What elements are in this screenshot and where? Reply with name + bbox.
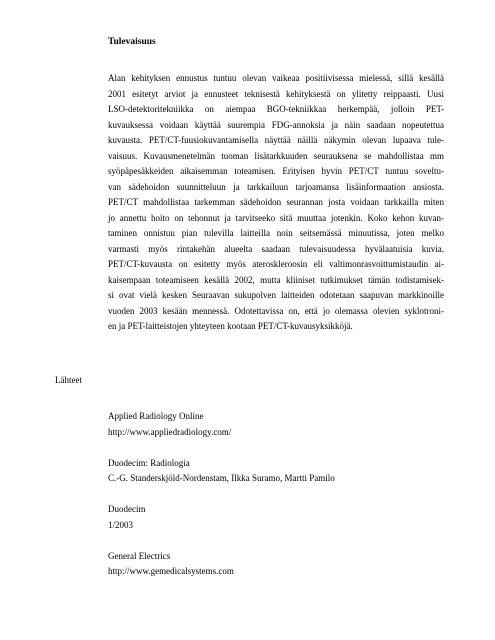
body-line: 2001 esitetyt arviot ja ennusteet teknisestä kehityksestä on ylitetty reippaasti. Uusi	[108, 88, 444, 99]
reference-detail: 1/2003	[108, 519, 134, 530]
references-label: Lähteet	[55, 375, 82, 385]
reference-detail: C.-G. Standerskjöld-Nordenstam, Ilkka Suramo, Martti Pamilo	[108, 473, 335, 483]
reference-title: Duodecim	[108, 504, 146, 514]
reference-item	[108, 549, 448, 580]
body-line: varmasti myös rintakehän alueelta saadaan tulevaisuudessa hyvälaatuisia kuvia.	[108, 243, 444, 254]
body-line: vuoden 2003 kesään mennessä. Odotettavissa on, että jo olemassa olevien syklotroni-	[108, 305, 444, 316]
body-line: Alan kehityksen ennustus tuntuu olevan vaikeaa positiivisessa mielessä, sillä kesällä	[108, 73, 444, 83]
reference-detail: http://www.gemedicalsystems.com	[108, 566, 234, 576]
body-line: PET/CT mahdollistaa tarkemman sädehoidon seurannan josta voidaan tarkkailla miten	[108, 197, 444, 207]
body-line: jo annettu hoito on tehonnut ja tarvitseeko sitä muuttaa jotenkin. Koko kehon kuvan-	[108, 212, 444, 223]
reference-title: Applied Radiology Online	[108, 411, 204, 421]
body-line: PET/CT-kuvausta on esitetty myös ateroskleroosin eli valtimonrasvoittumistaudin ai-	[108, 259, 444, 269]
reference-title: Duodecim: Radiologia	[108, 457, 190, 468]
body-line: kuvauksessa voidaan käyttää suurempia FDG-annoksia ja näin saadaan nopeutettua	[108, 119, 444, 130]
reference-title: General Electrics	[108, 550, 171, 561]
reference-item	[108, 456, 448, 487]
body-line: vaisuus. Kuvausmenetelmän tuoman lisätarkkuuden seurauksena se mahdollistaa mm	[108, 150, 444, 161]
body-line: syöpäpesäkkeiden aikaisemman toteamisen. Erityisen hyvin PET/CT tuntuu soveltu-	[108, 166, 444, 176]
reference-detail: http://www.appliedradiology.com/	[108, 426, 232, 437]
body-line: LSO-detektoritekniikka on aiempaa BGO-tekniikkaa herkempää, jolloin PET-	[108, 104, 444, 114]
section-heading: Tulevaisuus	[108, 37, 156, 47]
body-line-last: en ja PET-laitteistojen yhteyteen kootaan PET/CT-kuvausyksikköjä.	[108, 321, 353, 331]
reference-list	[108, 409, 448, 595]
body-line: kaisempaan toteamiseen kesällä 2002, mutta kliiniset tutkimukset tämän todistamisek-	[108, 274, 444, 285]
body-line: taminen onnistuu pian tulevilla laitteilla noin seitsemässä minuutissa, joten melko	[108, 228, 444, 238]
reference-item	[108, 502, 448, 533]
body-line: kuvausta. PET/CT-fuusiokuvantamisella näyttää näillä näkymin olevan lupaava tule-	[108, 135, 444, 145]
reference-item	[108, 409, 448, 440]
body-line: si ovat vielä kesken Seuraavan sukupolven laitteiden odotetaan saapuvan markkinoille	[108, 290, 444, 300]
body-line: van sädehoidon suunnitteluun ja tarkkailuun tarjoamansa lisäinformaation ansiosta.	[108, 181, 444, 192]
body-paragraph	[108, 71, 444, 335]
